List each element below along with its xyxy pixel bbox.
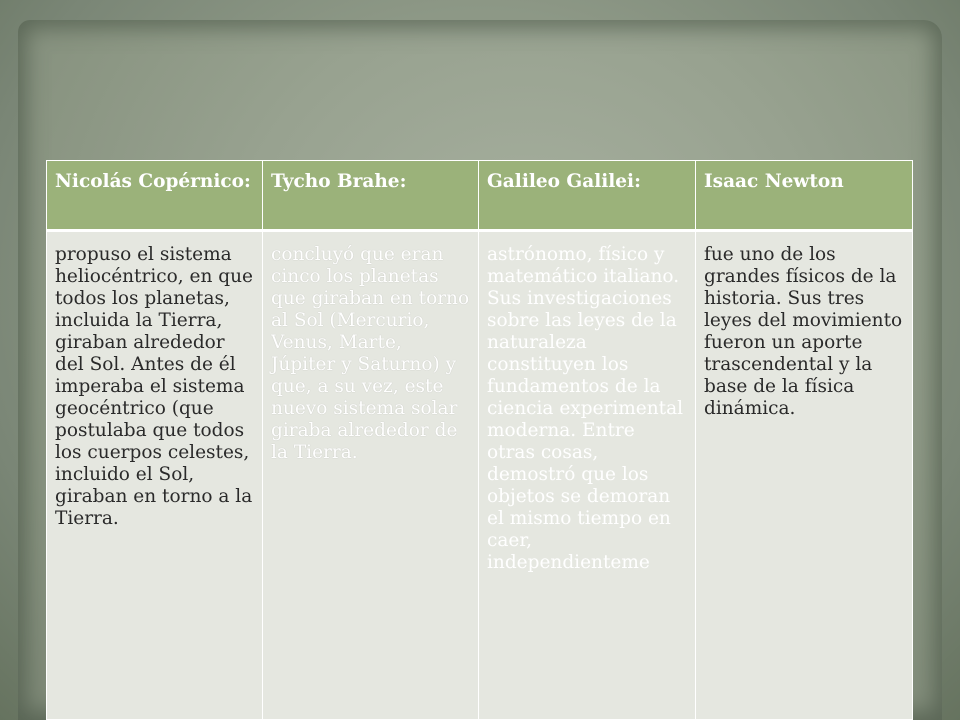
- cell-copernico: propuso el sistema heliocéntrico, en que todos los planetas, incluida la Tierra, giraban alrededor del Sol. Antes de él imperaba el sistema geocéntrico (que postulaba que todos los cuerpos celestes, incluido el Sol, giraban en torno a la Tierra.: [47, 231, 263, 720]
- header-galileo: Galileo Galilei:: [479, 161, 696, 231]
- table-row: [47, 231, 913, 720]
- header-brahe: Tycho Brahe:: [263, 161, 479, 231]
- cell-brahe: concluyó que eran cinco los planetas que giraban en torno al Sol (Mercurio, Venus, Marte, Júpiter y Saturno) y que, a su vez, este nuevo sistema solar giraba alrededor de la Tierra.: [263, 231, 479, 720]
- scientists-table: [46, 160, 913, 720]
- cell-newton: fue uno de los grandes físicos de la historia. Sus tres leyes del movimiento fueron un aporte trascendental y la base de la física dinámica.: [696, 231, 913, 720]
- header-copernico: Nicolás Copérnico:: [47, 161, 263, 231]
- table-header-row: [47, 161, 913, 231]
- cell-galileo: astrónomo, físico y matemático italiano. Sus investigaciones sobre las leyes de la naturaleza constituyen los fundamentos de la ciencia experimental moderna. Entre otras cosas, demostró que los objetos se demoran el mismo tiempo en caer, independienteme: [479, 231, 696, 720]
- header-newton: Isaac Newton: [696, 161, 913, 231]
